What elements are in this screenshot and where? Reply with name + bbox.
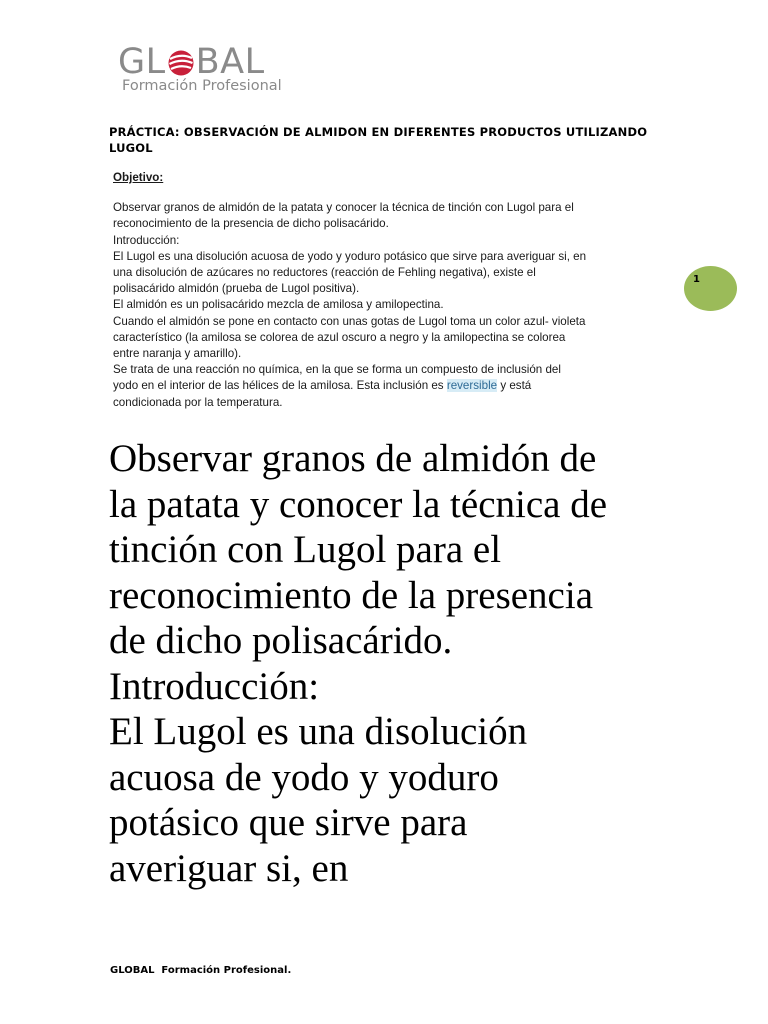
large-body-text <box>109 436 669 891</box>
embedded-line: El almidón es un polisacárido mezcla de amilosa y amilopectina. <box>113 298 444 312</box>
embedded-line: entre naranja y amarillo). <box>113 347 242 361</box>
page-number: 1 <box>693 274 700 285</box>
large-text-line: El Lugol es una disolución <box>109 710 528 753</box>
logo-word-start: GL <box>118 42 166 82</box>
large-text-line: reconocimiento de la presencia <box>109 573 594 617</box>
page-footer: GLOBAL Formación Profesional. <box>110 965 292 976</box>
global-logo <box>118 40 288 100</box>
embedded-line: una disolución de azúcares no reductores (reacción de Fehling negativa), existe el <box>113 266 536 280</box>
embedded-line-start: yodo en el interior de las hélices de la amilosa. Esta inclusión es <box>113 379 447 393</box>
large-text-line: tinción con Lugol para el <box>109 528 502 571</box>
practice-title: PRÁCTICA: OBSERVACIÓN DE ALMIDON EN DIFERENTES PRODUCTOS UTILIZANDO LUGOL <box>109 125 648 155</box>
embedded-line-with-highlight <box>113 378 658 394</box>
highlighted-word: reversible <box>446 379 498 393</box>
embedded-line: reconocimiento de la presencia de dicho polisacárido. <box>113 217 389 231</box>
page-number-badge <box>684 266 737 311</box>
large-text-line: Observar granos de almidón de <box>109 437 597 480</box>
embedded-line: condicionada por la temperatura. <box>113 395 283 409</box>
large-text-line: la patata y conocer la técnica de <box>109 482 608 526</box>
embedded-line: característico (la amilosa se colorea de azul oscuro a negro y la amilopectina se colorea <box>113 330 566 344</box>
large-text-line: Introducción: <box>109 664 320 708</box>
large-text-line: potásico que sirve para <box>109 801 468 844</box>
embedded-line: polisacárido almidón (prueba de Lugol positiva). <box>113 282 360 296</box>
embedded-line: Observar granos de almidón de la patata y conocer la técnica de tinción con Lugol para el <box>113 201 574 215</box>
embedded-line: Introducción: <box>113 233 180 247</box>
embedded-line: Se trata de una reacción no química, en la que se forma un compuesto de inclusión del <box>113 363 561 377</box>
embedded-line: El Lugol es una disolución acuosa de yodo y yoduro potásico que sirve para averiguar si, en <box>113 249 587 263</box>
large-text-line: averiguar si, en <box>109 846 349 890</box>
objective-label: Objetivo: <box>113 171 164 184</box>
logo-subtitle: Formación Profesional <box>122 78 282 94</box>
large-text-line: acuosa de yodo y yoduro <box>109 755 499 799</box>
logo-word-end: BAL <box>195 42 265 82</box>
large-text-line: de dicho polisacárido. <box>109 619 453 662</box>
embedded-line: Cuando el almidón se pone en contacto con unas gotas de Lugol toma un color azul- violeta <box>113 314 586 328</box>
embedded-line-end: y está <box>497 379 532 393</box>
embedded-text-image <box>113 170 658 411</box>
